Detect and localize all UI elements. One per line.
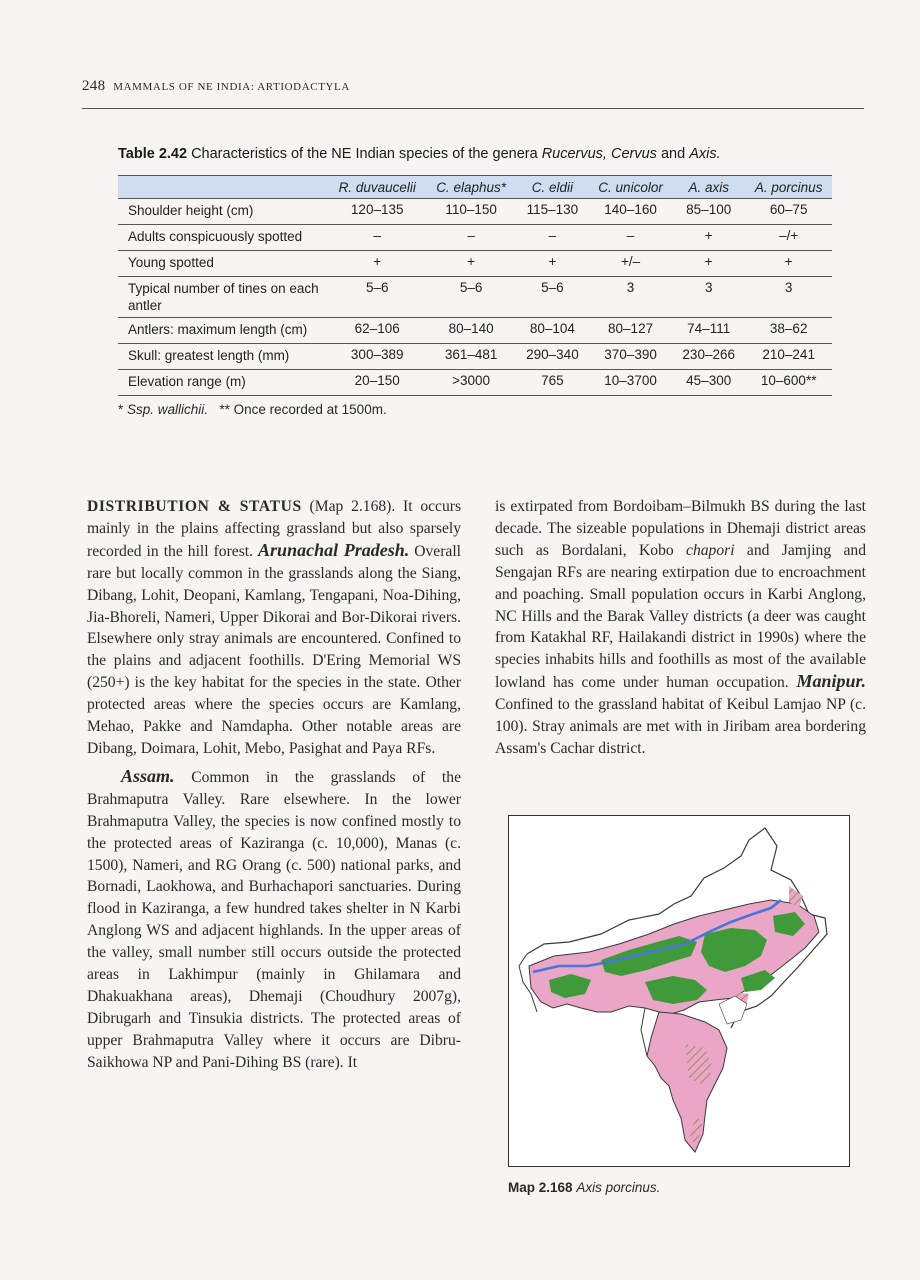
- table-row: [118, 344, 832, 370]
- table-cell: +/–: [589, 251, 672, 277]
- paragraph-assam-continued: [495, 496, 866, 760]
- characteristics-table: [118, 175, 832, 396]
- table-cell: 120–135: [328, 199, 426, 225]
- map-graphic: [509, 816, 849, 1166]
- table-cell: 115–130: [516, 199, 589, 225]
- table-caption: [118, 146, 721, 162]
- row-label: Elevation range (m): [118, 370, 328, 396]
- footnote-mark-2: **: [219, 402, 230, 417]
- table-cell: 60–75: [745, 199, 832, 225]
- table-cell: 80–104: [516, 318, 589, 344]
- row-label: Shoulder height (cm): [118, 199, 328, 225]
- table-cell: 10–3700: [589, 370, 672, 396]
- region-heading: Arunachal Pradesh.: [258, 539, 410, 560]
- table-cell: 5–6: [328, 277, 426, 318]
- table-cell: >3000: [426, 370, 515, 396]
- paragraph-text: Common in the grasslands of the Brahmaputra Valley. Rare elsewhere. In the lower Brahmaputra Valley, the species is now confined mostly to the protected areas of Kaziranga (c. 10,000), Manas (c. 1500), Nameri, and RG Orang (c. 500) national parks, and Bornadi, Laokhowa, and Burhachapori sanctuaries. During flood in Kaziranga, a few hundred takes shelter in N Karbi Anglong WS and adjacent highlands. In the upper areas of the valley, small number still occurs outside the protected areas in Lakhimpur (mainly in Ghilamara and Dhakuakhana areas), Dhemaji (Choudhury 2007g), Dibrugarh and Tinsukia districts. The protected areas of upper Brahmaputra Valley where it occurs are Dibru-Saikhowa NP and Pani-Dihing BS (rare). It: [87, 768, 461, 1071]
- paragraph-text: (Map 2.168). It occurs mainly in the plains affecting grassland but also sparsely recorded in the hill forest.: [87, 498, 462, 560]
- table-col-header: A. axis: [672, 176, 745, 199]
- table-col-header: C. elaphus*: [426, 176, 515, 199]
- table-cell: +: [516, 251, 589, 277]
- table-footnote: [118, 402, 387, 417]
- table-row: [118, 199, 832, 225]
- table-cell: –: [516, 225, 589, 251]
- row-label: Typical number of tines on each antler: [118, 277, 328, 318]
- table-cell: +: [672, 251, 745, 277]
- table-header-blank: [118, 176, 328, 199]
- table-header-row: [118, 176, 832, 199]
- table-cell: 80–140: [426, 318, 515, 344]
- table-cell: 85–100: [672, 199, 745, 225]
- table-cell: 230–266: [672, 344, 745, 370]
- table-row: [118, 251, 832, 277]
- table-col-header: C. eldii: [516, 176, 589, 199]
- map-caption-text: Axis porcinus.: [576, 1180, 661, 1195]
- row-label: Skull: greatest length (mm): [118, 344, 328, 370]
- table-caption-label: Table 2.42: [118, 146, 188, 162]
- paragraph-text: Overall rare but locally common in the grasslands along the Siang, Dibang, Lohit, Deopani, Kamlang, Tengapani, Noa-Dihing, Jia-Bhoreli, Nameri, Upper Dikorai and Bor-Dikorai rivers. Elsewhere only stray animals are encountered. Confined to the plains and adjacent foothills. D'Ering Memorial WS (250+) is the key habitat for the species in the state. Other protected areas where the species occurs are Kamlang, Mehao, Pakke and Namdapha. Other notable areas are Dibang, Doimara, Lohit, Mebo, Pasighat and Paya RFs.: [87, 542, 462, 757]
- text-column-left: [87, 496, 461, 1074]
- table-row: [118, 277, 832, 318]
- region-heading: Manipur.: [796, 671, 866, 692]
- table-cell: –/+: [745, 225, 832, 251]
- table-col-header: R. duvaucelii: [328, 176, 426, 199]
- paragraph-distribution: [87, 496, 461, 760]
- running-header: [82, 78, 350, 95]
- table-cell: –: [426, 225, 515, 251]
- table-cell: 300–389: [328, 344, 426, 370]
- table-cell: +: [745, 251, 832, 277]
- section-heading: DISTRIBUTION & STATUS: [87, 498, 302, 515]
- table-cell: +: [426, 251, 515, 277]
- table-cell: 10–600**: [745, 370, 832, 396]
- paragraph-assam: [87, 766, 461, 1074]
- table-caption-and: and: [660, 146, 686, 162]
- table-cell: 3: [672, 277, 745, 318]
- table-caption-genera: Rucervus, Cervus: [541, 146, 657, 162]
- footnote-text-2: Once recorded at 1500m.: [233, 402, 387, 417]
- italic-term: chapori: [686, 541, 735, 559]
- table-cell: 3: [589, 277, 672, 318]
- table-cell: 765: [516, 370, 589, 396]
- table-cell: 80–127: [589, 318, 672, 344]
- table-caption-text: Characteristics of the NE Indian species of the genera: [191, 146, 538, 162]
- table-cell: 20–150: [328, 370, 426, 396]
- map-caption-label: Map 2.168: [508, 1180, 573, 1195]
- table-cell: 5–6: [426, 277, 515, 318]
- table-row: [118, 318, 832, 344]
- table-cell: 62–106: [328, 318, 426, 344]
- table-cell: –: [328, 225, 426, 251]
- table-cell: –: [589, 225, 672, 251]
- row-label: Young spotted: [118, 251, 328, 277]
- footnote-mark-1: *: [118, 402, 124, 417]
- running-title: MAMMALS OF NE INDIA: ARTIODACTYLA: [113, 81, 350, 93]
- table-col-header: A. porcinus: [745, 176, 832, 199]
- footnote-text-1: Ssp. wallichii.: [127, 402, 209, 417]
- paragraph-text: and Jamjing and Sengajan RFs are nearing extirpation due to encroachment and poaching. Small population occurs in Karbi Anglong, NC Hills and the Barak Valley districts (a deer was caught from Katakhal RF, Hailakandi district in 1990s) where the species inhabits hills and foothills as most of the available lowland has come under human occupation.: [495, 541, 867, 692]
- paragraph-text: is extirpated from Bordoibam–Bilmukh BS during the last decade. The sizeable populations in Dhemaji district areas such as Bordalani, Kobo: [495, 498, 866, 559]
- table-cell: 370–390: [589, 344, 672, 370]
- row-label: Adults conspicuously spotted: [118, 225, 328, 251]
- table-col-header: C. unicolor: [589, 176, 672, 199]
- table-cell: 140–160: [589, 199, 672, 225]
- region-heading: Assam.: [121, 765, 175, 786]
- text-column-right: [495, 496, 866, 760]
- table-row: [118, 225, 832, 251]
- table-cell: 38–62: [745, 318, 832, 344]
- row-label: Antlers: maximum length (cm): [118, 318, 328, 344]
- range-area: [647, 1012, 727, 1152]
- table-cell: +: [672, 225, 745, 251]
- table-cell: 210–241: [745, 344, 832, 370]
- page-number: 248: [82, 78, 106, 94]
- header-rule: [82, 108, 864, 109]
- table-cell: +: [328, 251, 426, 277]
- table-cell: 74–111: [672, 318, 745, 344]
- table-body: [118, 199, 832, 396]
- table-row: [118, 370, 832, 396]
- table-cell: 361–481: [426, 344, 515, 370]
- table-cell: 290–340: [516, 344, 589, 370]
- table-caption-axis: Axis.: [689, 146, 721, 162]
- distribution-map: [508, 815, 850, 1167]
- paragraph-text: Confined to the grassland habitat of Keibul Lamjao NP (c. 100). Stray animals are met with in Jiribam area bordering Assam's Cachar district.: [495, 696, 866, 757]
- map-caption: [508, 1180, 660, 1195]
- table-cell: 110–150: [426, 199, 515, 225]
- table-cell: 5–6: [516, 277, 589, 318]
- table-cell: 3: [745, 277, 832, 318]
- table-cell: 45–300: [672, 370, 745, 396]
